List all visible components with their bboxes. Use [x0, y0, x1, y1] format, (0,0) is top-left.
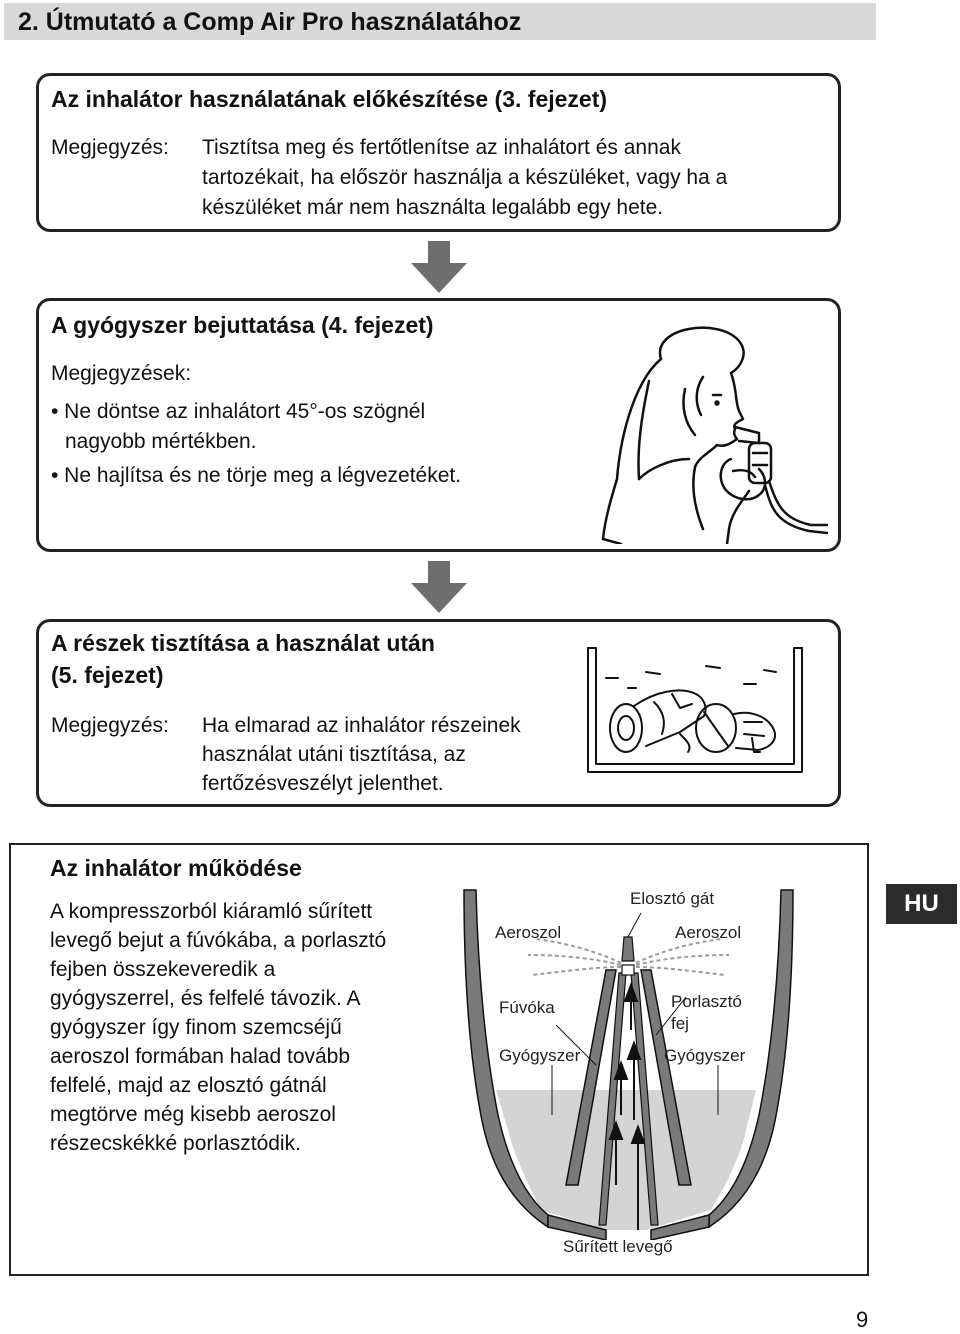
cleaning-note-line-3: fertőzésveszélyt jelenthet. — [202, 772, 444, 795]
operation-text-line-3: fejben összekeveredik a — [50, 958, 276, 981]
page-number: 9 — [856, 1307, 869, 1332]
operation-title: Az inhalátor működése — [50, 855, 302, 881]
child-inhaling-illustration — [599, 319, 829, 544]
label-nebulizer-head-line-1: Porlasztó — [671, 992, 742, 1011]
section-header-bar — [4, 3, 876, 40]
label-aerosol-right: Aeroszol — [675, 923, 742, 942]
language-tab: HU — [886, 884, 957, 924]
operation-text-line-9: részecskékké porlasztódik. — [50, 1132, 301, 1155]
bullet-tilt-line-2: nagyobb mértékben. — [65, 430, 257, 453]
bullet-tube: • Ne hajlítsa és ne törje meg a légvezetéket. — [51, 464, 462, 487]
cleaning-note-line-2: használat utáni tisztítása, az — [202, 743, 466, 766]
down-arrow-icon — [409, 241, 469, 293]
label-nozzle: Fúvóka — [499, 998, 555, 1017]
down-arrow-icon — [409, 561, 469, 613]
cleaning-box — [36, 619, 841, 807]
label-baffle: Elosztó gát — [630, 889, 715, 908]
label-medicine-left: Gyógyszer — [499, 1046, 581, 1065]
preparation-note-label: Megjegyzés: — [51, 136, 169, 159]
medication-delivery-notes-label: Megjegyzések: — [51, 362, 192, 385]
cleaning-note-line-1: Ha elmarad az inhalátor részeinek — [202, 714, 521, 737]
label-aerosol-left: Aeroszol — [495, 923, 562, 942]
operation-text-line-4: gyógyszerrel, és felfelé távozik. A — [50, 987, 361, 1010]
washing-basin-illustration — [584, 642, 814, 777]
operation-text-line-8: megtörve még kisebb aeroszol — [50, 1103, 336, 1126]
bullet-tilt-line-1: • Ne döntse az inhalátort 45°-os szögnél — [51, 400, 426, 423]
operation-box — [9, 843, 869, 1276]
label-compressed-air: Sűrített levegő — [563, 1237, 673, 1256]
cleaning-title-line-2: (5. fejezet) — [51, 662, 164, 688]
operation-text-line-2: levegő bejut a fúvókába, a porlasztó — [50, 929, 387, 952]
label-nebulizer-head-line-2: fej — [671, 1014, 689, 1033]
operation-text-line-6: aeroszol formában halad tovább — [50, 1045, 351, 1068]
operation-text-line-7: felfelé, majd az elosztó gátnál — [50, 1074, 327, 1097]
operation-text-line-5: gyógyszer így finom szemcséjű — [50, 1016, 342, 1039]
cleaning-note-label: Megjegyzés: — [51, 714, 169, 737]
label-medicine-right: Gyógyszer — [664, 1046, 746, 1065]
operation-text-line-1: A kompresszorból kiáramló sűrített — [50, 900, 373, 923]
medication-delivery-title: A gyógyszer bejuttatása (4. fejezet) — [51, 312, 434, 338]
preparation-title: Az inhalátor használatának előkészítése (3. fejezet) — [51, 86, 608, 112]
medication-delivery-box — [36, 298, 841, 552]
preparation-note-line-3: készüléket már nem használta legalább egy hete. — [202, 196, 664, 219]
cleaning-title-line-1: A részek tisztítása a használat után — [51, 630, 435, 656]
preparation-note-line-1: Tisztítsa meg és fertőtlenítse az inhalátort és annak — [202, 136, 681, 159]
page-title: 2. Útmutató a Comp Air Pro használatához — [18, 8, 522, 36]
preparation-box — [36, 73, 841, 232]
preparation-note-line-2: tartozékait, ha először használja a készüléket, vagy ha a — [202, 166, 728, 189]
